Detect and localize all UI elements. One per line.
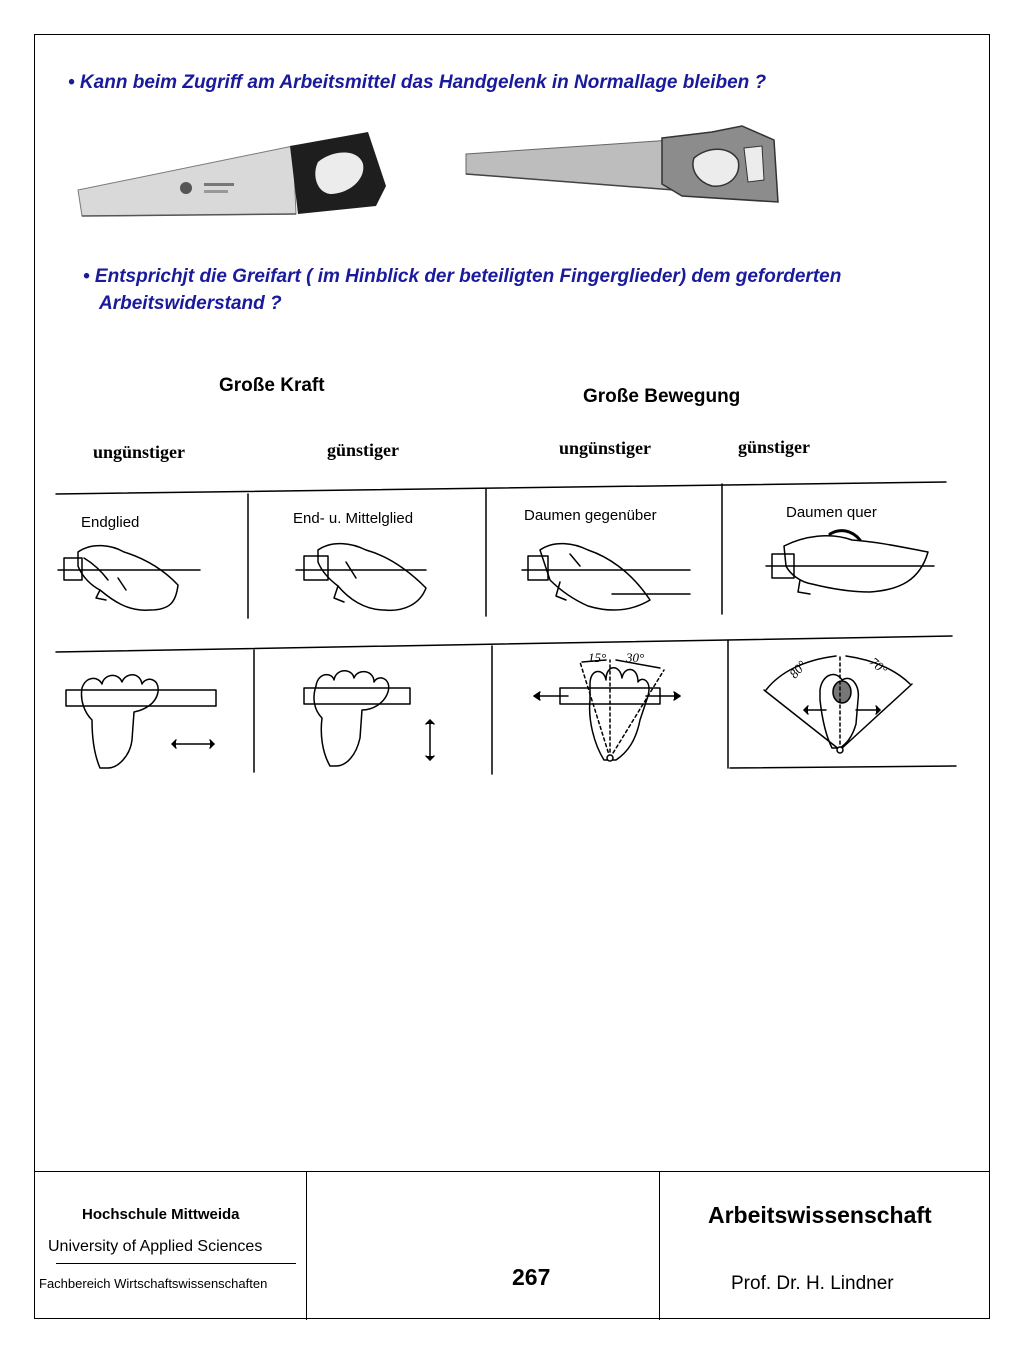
grip-label: End- u. Mittelglied [293, 510, 414, 527]
department-name: Fachbereich Wirtschaftswissenschaften [39, 1276, 268, 1291]
rating-label: ungünstiger [559, 438, 652, 458]
question-wrist-position: • Kann beim Zugriff am Arbeitsmittel das Handgelenk in Normallage bleiben ? [68, 72, 767, 93]
question-grip-type-continuation: Arbeitswiderstand ? [99, 293, 282, 314]
page-number: 267 [512, 1264, 551, 1290]
angle-label: 15° [588, 650, 607, 665]
hand-front-view [304, 671, 434, 766]
divider [56, 1263, 296, 1264]
rating-label: günstiger [738, 437, 810, 457]
group-label-force: Große Kraft [219, 375, 325, 396]
grip-label: Endglied [81, 514, 140, 531]
school-name: Hochschule Mittweida [82, 1206, 240, 1223]
hand-front-view-angles [534, 660, 680, 761]
angle-label: 80° [786, 657, 810, 682]
group-label-movement: Große Bewegung [583, 386, 741, 407]
hand-front-view [66, 675, 216, 768]
rating-label: günstiger [327, 440, 399, 460]
angle-label: 70° [866, 654, 891, 678]
angle-label: 30° [626, 650, 645, 665]
author-name: Prof. Dr. H. Lindner [731, 1273, 894, 1294]
hand-side-view [58, 546, 200, 611]
grip-label: Daumen quer [786, 504, 877, 521]
university-name: University of Applied Sciences [48, 1238, 263, 1255]
hand-side-view [522, 544, 690, 610]
grip-label: Daumen gegenüber [524, 507, 657, 524]
hand-side-view [766, 531, 934, 594]
hand-side-view [296, 544, 426, 611]
course-title: Arbeitswissenschaft [708, 1202, 932, 1228]
footer [34, 1171, 990, 1320]
rating-label: ungünstiger [93, 442, 186, 462]
question-grip-type: • Entsprichjt die Greifart ( im Hinblick der beteiligten Fingerglieder) dem geforderten [83, 266, 842, 287]
